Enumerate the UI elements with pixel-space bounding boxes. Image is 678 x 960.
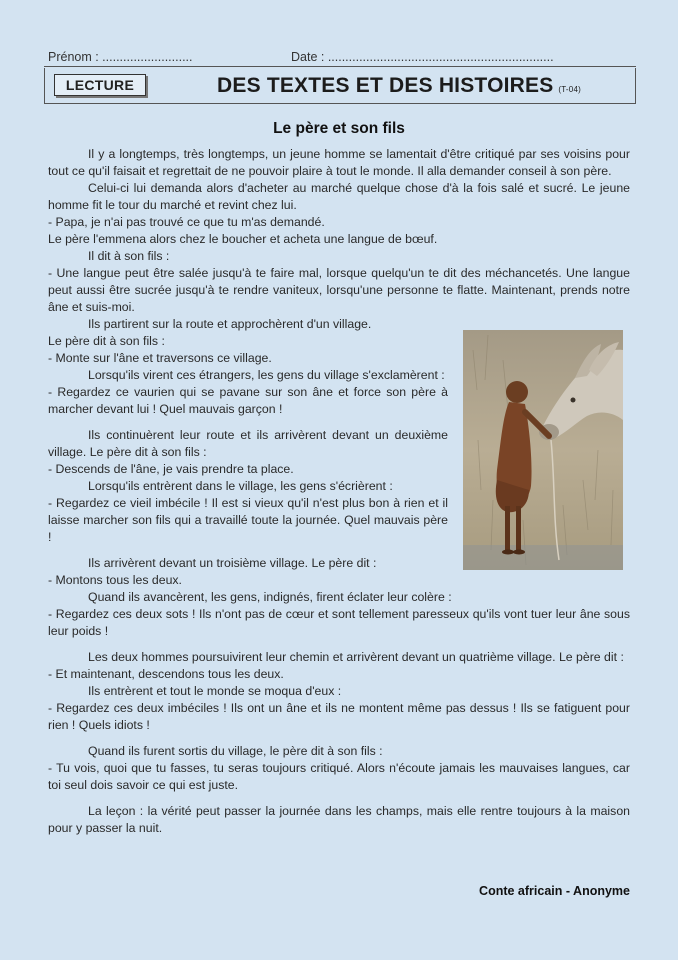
paragraph: Lorsqu'ils virent ces étrangers, les gens du village s'exclamèrent : (88, 368, 445, 382)
paragraph: - Une langue peut être salée jusqu'à te faire mal, lorsque quelqu'un te dit des méchancetés. Une langue peut aussi être sucrée jusqu'à te rendre vaniteux, lorsqu'une personne te flatte. Maintenant, prends notre âne et suis-moi. (48, 266, 630, 314)
paragraph: Quand ils furent sortis du village, le père dit à son fils : (88, 744, 383, 758)
prenom-field[interactable]: Prénom : .......................... (48, 50, 193, 64)
child-with-donkey-photo (463, 330, 623, 570)
paragraph: - Monte sur l'âne et traversons ce village. (48, 351, 272, 365)
paragraph: - Descends de l'âne, je vais prendre ta place. (48, 462, 294, 476)
paragraph: Il dit à son fils : (88, 249, 170, 263)
paragraph: - Montons tous les deux. (48, 573, 182, 587)
paragraph: Celui-ci lui demanda alors d'acheter au marché quelque chose d'à la fois salé et sucré. Le jeune homme fit le tour du marché et revint chez lui. (48, 181, 630, 212)
paragraph: Le père dit à son fils : (48, 334, 165, 348)
paragraph: La leçon : la vérité peut passer la journée dans les champs, mais elle rentre toujours à la maison pour y passer la nuit. (48, 804, 630, 835)
banner-title-text: DES TEXTES ET DES HISTOIRES (217, 74, 554, 97)
text-beside-photo (48, 316, 448, 546)
paragraph: Quand ils avancèrent, les gens, indignés, firent éclater leur colère : (88, 590, 452, 604)
banner-title (217, 74, 581, 98)
paragraph: Les deux hommes poursuivirent leur chemin et arrivèrent devant un quatrième village. Le père dit : (88, 650, 624, 664)
paragraph: Ils continuèrent leur route et ils arrivèrent devant un deuxième village. Le père dit à son fils : (48, 428, 448, 459)
banner-code: (T-04) (558, 85, 581, 94)
title-banner (44, 68, 636, 104)
paragraph: Ils arrivèrent devant un troisième village. Le père dit : (88, 556, 377, 570)
paragraph: - Papa, je n'ai pas trouvé ce que tu m'as demandé. (48, 215, 325, 229)
paragraph: - Et maintenant, descendons tous les deux. (48, 667, 284, 681)
date-field[interactable]: Date : ................................................................. (291, 50, 554, 64)
story-credit: Conte africain - Anonyme (479, 884, 630, 898)
paragraph: Ils entrèrent et tout le monde se moqua d'eux : (88, 684, 342, 698)
paragraph: - Regardez ce vieil imbécile ! Il est si vieux qu'il n'est plus bon à rien et il laisse marcher son fils qui a travaillé toute la journée. Quel mauvais père ! (48, 496, 448, 544)
paragraph: - Regardez ces deux imbéciles ! Ils ont un âne et ils ne montent même pas dessus ! Ils se fatiguent pour rien ! Quels idiots ! (48, 701, 630, 732)
paragraph: - Regardez ce vaurien qui se pavane sur son âne et force son père à marcher devant lui ! Quel mauvais garçon ! (48, 385, 448, 416)
header-divider (44, 66, 636, 67)
paragraph: Lorsqu'ils entrèrent dans le village, les gens s'écrièrent : (88, 479, 393, 493)
paragraph: - Regardez ces deux sots ! Ils n'ont pas de cœur et sont tellement paresseux qu'ils vont tuer leur âne sous leur poids ! (48, 607, 630, 638)
paragraph: Ils partirent sur la route et approchèrent d'un village. (88, 317, 372, 331)
lecture-badge: LECTURE (54, 74, 146, 96)
paragraph: - Tu vois, quoi que tu fasses, tu seras toujours critiqué. Alors n'écoute jamais les mauvaises langues, car toi seul dois savoir ce qui est juste. (48, 761, 630, 792)
paragraph: Le père l'emmena alors chez le boucher et acheta une langue de bœuf. (48, 232, 438, 246)
story-title: Le père et son fils (273, 120, 405, 137)
paragraph: Il y a longtemps, très longtemps, un jeune homme se lamentait d'être critiqué par ses voisins pour tout ce qu'il faisait et regrettait de ne pouvoir plaire à tout le monde. Il alla demander conseil à son père. (48, 147, 630, 178)
photo-illustration (463, 330, 623, 570)
